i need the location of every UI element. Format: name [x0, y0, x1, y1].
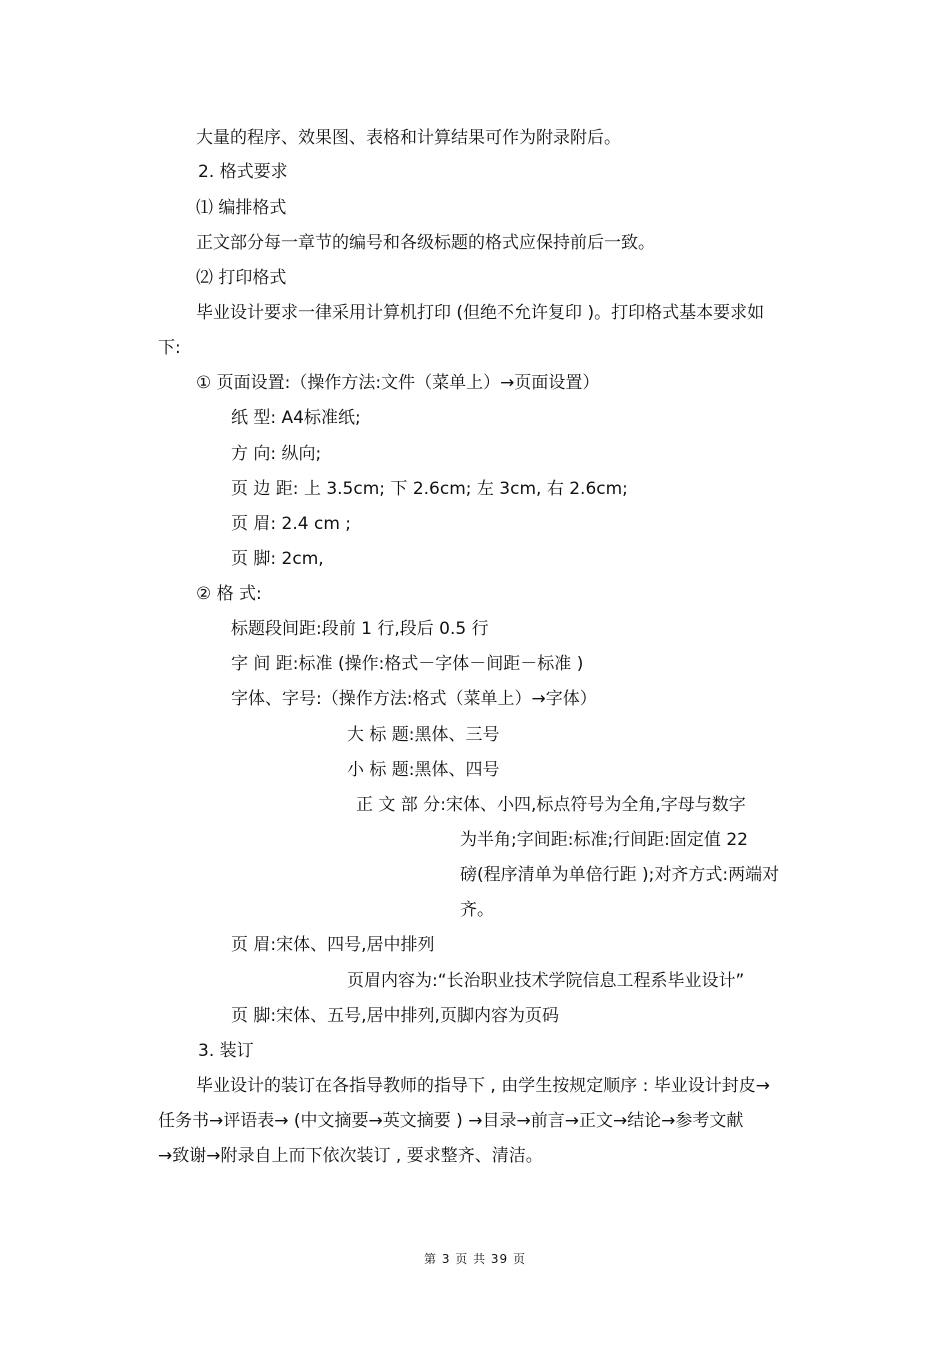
item-page-setup: ① 页面设置:（操作方法:文件（菜单上）→页面设置）: [196, 373, 600, 393]
body-line-binding-3: →致谢→附录自上而下依次装订 , 要求整齐、清洁。: [158, 1146, 543, 1166]
section-heading-format: 2. 格式要求: [198, 162, 288, 182]
setting-main-title: 大 标 题:黑体、三号: [347, 725, 500, 745]
setting-body-text-cont-1: 为半角;字间距:标准;行间距:固定值 22: [460, 830, 748, 850]
setting-header-height: 页 眉: 2.4 cm ;: [231, 514, 352, 534]
subheading-print-format: ⑵ 打印格式: [196, 268, 287, 288]
body-line-appendix: 大量的程序、效果图、表格和计算结果可作为附录附后。: [196, 128, 621, 148]
page-number-footer: 第 3 页 共 39 页: [424, 1252, 526, 1266]
section-heading-binding: 3. 装订: [198, 1041, 254, 1061]
setting-page-footer: 页 脚:宋体、五号,居中排列,页脚内容为页码: [231, 1006, 559, 1026]
setting-orientation: 方 向: 纵向;: [231, 444, 322, 464]
setting-page-header: 页 眉:宋体、四号,居中排列: [231, 935, 435, 955]
setting-body-text-cont-3: 齐。: [460, 900, 494, 920]
body-line-print-requirement: 毕业设计要求一律采用计算机打印 (但绝不允许复印 )。打印格式基本要求如: [196, 303, 765, 323]
setting-char-spacing: 字 间 距:标准 (操作:格式－字体－间距－标准 ): [231, 654, 584, 674]
setting-body-text: 正 文 部 分:宋体、小四,标点符号为全角,字母与数字: [356, 795, 746, 815]
setting-font-size: 字体、字号:（操作方法:格式（菜单上）→字体）: [231, 689, 597, 709]
body-line-binding-1: 毕业设计的装订在各指导教师的指导下 , 由学生按规定顺序 : 毕业设计封皮→: [196, 1076, 770, 1096]
setting-body-text-cont-2: 磅(程序清单为单倍行距 );对齐方式:两端对: [460, 865, 780, 885]
setting-paper-type: 纸 型: A4标准纸;: [231, 408, 361, 428]
setting-sub-title: 小 标 题:黑体、四号: [347, 760, 500, 780]
item-format: ② 格 式:: [196, 584, 262, 604]
setting-footer-height: 页 脚: 2cm,: [231, 549, 324, 569]
body-line-print-continued: 下:: [158, 338, 181, 358]
setting-margins: 页 边 距: 上 3.5cm; 下 2.6cm; 左 3cm, 右 2.6cm;: [231, 479, 628, 499]
body-line-binding-2: 任务书→评语表→ (中文摘要→英文摘要 ) →目录→前言→正文→结论→参考文献: [158, 1111, 744, 1131]
setting-heading-spacing: 标题段间距:段前 1 行,段后 0.5 行: [231, 619, 489, 639]
subheading-layout-format: ⑴ 编排格式: [196, 198, 287, 218]
body-line-consistency: 正文部分每一章节的编号和各级标题的格式应保持前后一致。: [196, 233, 655, 253]
setting-header-content: 页眉内容为:“长治职业技术学院信息工程系毕业设计”: [347, 971, 745, 991]
